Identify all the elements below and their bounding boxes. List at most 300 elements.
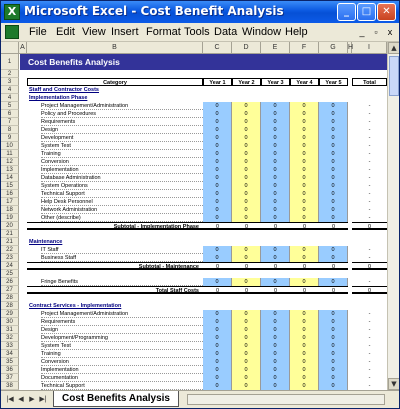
year-1-cell[interactable]: 0 <box>203 350 232 358</box>
year-2-cell[interactable]: 0 <box>232 318 261 326</box>
column-header-c[interactable]: C <box>203 42 232 54</box>
year-3-cell[interactable]: 0 <box>261 166 290 174</box>
year-3-cell[interactable]: 0 <box>261 366 290 374</box>
row-header-2[interactable]: 2 <box>1 70 19 78</box>
year-4-cell[interactable]: 0 <box>290 278 319 286</box>
section-label[interactable]: Implementation Phase <box>29 95 88 101</box>
year-3-cell[interactable]: 0 <box>261 142 290 150</box>
year-1-cell[interactable]: 0 <box>203 166 232 174</box>
menu-insert[interactable]: Insert <box>111 26 139 38</box>
year-5-cell[interactable]: 0 <box>319 286 348 294</box>
total-cell[interactable]: - <box>368 191 371 197</box>
year-4-cell[interactable]: 0 <box>290 366 319 374</box>
year-5-cell[interactable]: 0 <box>319 350 348 358</box>
year-4-cell[interactable]: 0 <box>290 198 319 206</box>
year-2-cell[interactable]: 0 <box>232 198 261 206</box>
row-header[interactable]: 22 <box>1 246 19 254</box>
year-5-cell[interactable]: 0 <box>319 150 348 158</box>
total-cell[interactable]: - <box>368 135 371 141</box>
year-4-cell[interactable]: 0 <box>290 134 319 142</box>
year-2-cell[interactable]: 0 <box>232 350 261 358</box>
year-5-cell[interactable]: 0 <box>319 118 348 126</box>
horizontal-scrollbar[interactable] <box>187 394 385 405</box>
year-4-cell[interactable]: 0 <box>290 150 319 158</box>
year-5-cell[interactable]: 0 <box>319 366 348 374</box>
year-1-cell[interactable]: 0 <box>203 326 232 334</box>
year-4-cell[interactable]: 0 <box>290 342 319 350</box>
year-5-cell[interactable]: 0 <box>319 382 348 390</box>
year-2-cell[interactable]: 0 <box>232 150 261 158</box>
row-header[interactable]: 4 <box>1 94 19 102</box>
row-label[interactable]: Development <box>41 134 203 142</box>
year-3-cell[interactable]: 0 <box>261 222 290 230</box>
row-label[interactable]: Training <box>41 150 203 158</box>
row-header[interactable]: 27 <box>1 286 19 294</box>
year-4-cell[interactable]: 0 <box>290 126 319 134</box>
row-label[interactable]: System Operations <box>41 182 203 190</box>
subtotal-label[interactable]: Subtotal - Maintenance <box>27 262 203 270</box>
year-5-cell[interactable]: 0 <box>319 206 348 214</box>
total-cell[interactable]: - <box>368 327 371 333</box>
total-cell[interactable]: - <box>368 119 371 125</box>
year-4-header[interactable]: Year 4 <box>290 78 319 86</box>
year-2-cell[interactable]: 0 <box>232 182 261 190</box>
year-3-cell[interactable]: 0 <box>261 118 290 126</box>
year-1-cell[interactable]: 0 <box>203 334 232 342</box>
row-header[interactable]: 24 <box>1 262 19 270</box>
row-label[interactable]: System Test <box>41 142 203 150</box>
excel-app-icon[interactable]: X <box>4 4 20 20</box>
year-1-cell[interactable]: 0 <box>203 318 232 326</box>
column-header-d[interactable]: D <box>232 42 261 54</box>
year-5-cell[interactable]: 0 <box>319 222 348 230</box>
row-header[interactable]: 18 <box>1 206 19 214</box>
year-2-cell[interactable]: 0 <box>232 310 261 318</box>
year-5-cell[interactable]: 0 <box>319 126 348 134</box>
year-5-cell[interactable]: 0 <box>319 110 348 118</box>
year-2-cell[interactable]: 0 <box>232 190 261 198</box>
year-1-cell[interactable]: 0 <box>203 190 232 198</box>
total-cell[interactable]: - <box>368 183 371 189</box>
year-4-cell[interactable]: 0 <box>290 286 319 294</box>
year-4-cell[interactable]: 0 <box>290 118 319 126</box>
total-cell[interactable]: - <box>368 143 371 149</box>
year-3-cell[interactable]: 0 <box>261 110 290 118</box>
total-cell[interactable]: 0 <box>352 222 387 230</box>
year-5-header[interactable]: Year 5 <box>319 78 348 86</box>
year-4-cell[interactable]: 0 <box>290 350 319 358</box>
total-cell[interactable]: - <box>368 335 371 341</box>
year-2-cell[interactable]: 0 <box>232 358 261 366</box>
year-2-cell[interactable]: 0 <box>232 110 261 118</box>
workbook-restore-button[interactable]: ▫ <box>374 27 378 37</box>
year-1-cell[interactable]: 0 <box>203 142 232 150</box>
year-4-cell[interactable]: 0 <box>290 382 319 390</box>
year-3-cell[interactable]: 0 <box>261 318 290 326</box>
menu-help[interactable]: Help <box>285 26 308 38</box>
year-1-cell[interactable]: 0 <box>203 246 232 254</box>
year-1-cell[interactable]: 0 <box>203 278 232 286</box>
year-4-cell[interactable]: 0 <box>290 190 319 198</box>
year-1-header[interactable]: Year 1 <box>203 78 232 86</box>
year-2-cell[interactable]: 0 <box>232 262 261 270</box>
row-header[interactable]: 29 <box>1 310 19 318</box>
column-header-i[interactable]: I <box>352 42 387 54</box>
row-header[interactable]: 35 <box>1 358 19 366</box>
total-cell[interactable]: - <box>368 175 371 181</box>
total-cell[interactable]: - <box>368 319 371 325</box>
year-3-cell[interactable]: 0 <box>261 126 290 134</box>
year-5-cell[interactable]: 0 <box>319 142 348 150</box>
section-label[interactable]: Staff and Contractor Costs <box>29 87 99 93</box>
row-header[interactable]: 25 <box>1 270 19 278</box>
year-5-cell[interactable]: 0 <box>319 310 348 318</box>
year-5-cell[interactable]: 0 <box>319 182 348 190</box>
year-3-cell[interactable]: 0 <box>261 198 290 206</box>
year-2-cell[interactable]: 0 <box>232 222 261 230</box>
year-5-cell[interactable]: 0 <box>319 174 348 182</box>
row-label[interactable]: Project Management/Administration <box>41 102 203 110</box>
subtotal-label[interactable]: Subtotal - Implementation Phase <box>27 222 203 230</box>
row-header[interactable]: 16 <box>1 190 19 198</box>
workbook-minimize-button[interactable]: _ <box>359 27 365 37</box>
row-header[interactable]: 13 <box>1 166 19 174</box>
year-3-cell[interactable]: 0 <box>261 286 290 294</box>
year-1-cell[interactable]: 0 <box>203 262 232 270</box>
row-header[interactable]: 10 <box>1 142 19 150</box>
total-cell[interactable]: 0 <box>352 262 387 270</box>
row-header[interactable]: 11 <box>1 150 19 158</box>
row-label[interactable]: Network Administration <box>41 206 203 214</box>
total-cell[interactable]: - <box>368 359 371 365</box>
row-header[interactable]: 20 <box>1 222 19 230</box>
year-1-cell[interactable]: 0 <box>203 286 232 294</box>
menu-format[interactable]: Format <box>146 26 181 38</box>
year-2-cell[interactable]: 0 <box>232 254 261 262</box>
year-4-cell[interactable]: 0 <box>290 334 319 342</box>
year-5-cell[interactable]: 0 <box>319 318 348 326</box>
year-4-cell[interactable]: 0 <box>290 326 319 334</box>
row-header[interactable]: 38 <box>1 382 19 390</box>
year-5-cell[interactable]: 0 <box>319 134 348 142</box>
year-3-header[interactable]: Year 3 <box>261 78 290 86</box>
year-2-header[interactable]: Year 2 <box>232 78 261 86</box>
year-3-cell[interactable]: 0 <box>261 278 290 286</box>
total-cell[interactable]: - <box>368 111 371 117</box>
row-header[interactable]: 33 <box>1 342 19 350</box>
row-label[interactable]: Training <box>41 350 203 358</box>
row-label[interactable]: Business Staff <box>41 254 203 262</box>
column-header-g[interactable]: G <box>319 42 348 54</box>
year-5-cell[interactable]: 0 <box>319 246 348 254</box>
year-2-cell[interactable]: 0 <box>232 214 261 222</box>
row-label[interactable]: Technical Support <box>41 190 203 198</box>
row-header[interactable]: 17 <box>1 198 19 206</box>
scroll-down-arrow-icon[interactable]: ▼ <box>388 378 400 390</box>
year-3-cell[interactable]: 0 <box>261 326 290 334</box>
minimize-button[interactable]: _ <box>337 3 356 21</box>
year-1-cell[interactable]: 0 <box>203 254 232 262</box>
year-4-cell[interactable]: 0 <box>290 246 319 254</box>
year-2-cell[interactable]: 0 <box>232 374 261 382</box>
year-1-cell[interactable]: 0 <box>203 174 232 182</box>
year-4-cell[interactable]: 0 <box>290 174 319 182</box>
close-button[interactable]: ✕ <box>377 3 396 21</box>
column-header-h[interactable]: H <box>348 42 352 54</box>
row-header[interactable]: 21 <box>1 230 19 238</box>
row-label[interactable]: Conversion <box>41 158 203 166</box>
year-3-cell[interactable]: 0 <box>261 382 290 390</box>
prev-sheet-nav-icon[interactable]: ◀ <box>18 396 24 403</box>
row-header[interactable]: 6 <box>1 110 19 118</box>
row-header[interactable]: 26 <box>1 278 19 286</box>
year-3-cell[interactable]: 0 <box>261 182 290 190</box>
total-cell[interactable]: - <box>368 367 371 373</box>
total-cell[interactable]: - <box>368 127 371 133</box>
year-2-cell[interactable]: 0 <box>232 118 261 126</box>
year-4-cell[interactable]: 0 <box>290 358 319 366</box>
year-2-cell[interactable]: 0 <box>232 278 261 286</box>
year-2-cell[interactable]: 0 <box>232 126 261 134</box>
maximize-button[interactable]: □ <box>357 3 376 21</box>
row-label[interactable]: Other (describe) <box>41 214 203 222</box>
year-2-cell[interactable]: 0 <box>232 134 261 142</box>
scroll-up-arrow-icon[interactable]: ▲ <box>388 42 400 54</box>
total-cell[interactable]: - <box>368 351 371 357</box>
year-4-cell[interactable]: 0 <box>290 214 319 222</box>
row-label[interactable]: Design <box>41 126 203 134</box>
year-2-cell[interactable]: 0 <box>232 334 261 342</box>
year-5-cell[interactable]: 0 <box>319 262 348 270</box>
menu-data[interactable]: Data <box>214 26 238 38</box>
total-cell[interactable]: - <box>368 151 371 157</box>
row-label[interactable]: Project Management/Administration <box>41 310 203 318</box>
row-header[interactable]: 30 <box>1 318 19 326</box>
year-4-cell[interactable]: 0 <box>290 166 319 174</box>
first-sheet-nav-icon[interactable]: |◀ <box>6 396 14 403</box>
row-label[interactable]: Implementation <box>41 366 203 374</box>
year-5-cell[interactable]: 0 <box>319 374 348 382</box>
row-header[interactable]: 8 <box>1 126 19 134</box>
menu-tools[interactable]: Tools <box>184 26 210 38</box>
section-label[interactable]: Contract Services - Implementation <box>29 303 122 309</box>
year-2-cell[interactable]: 0 <box>232 206 261 214</box>
year-1-cell[interactable]: 0 <box>203 214 232 222</box>
title-bar[interactable] <box>1 1 399 23</box>
total-cell[interactable]: - <box>368 255 371 261</box>
row-label[interactable]: IT Staff <box>41 246 203 254</box>
row-header[interactable]: 37 <box>1 374 19 382</box>
year-3-cell[interactable]: 0 <box>261 102 290 110</box>
menu-window[interactable]: Window <box>242 26 282 38</box>
year-2-cell[interactable]: 0 <box>232 326 261 334</box>
year-3-cell[interactable]: 0 <box>261 206 290 214</box>
year-3-cell[interactable]: 0 <box>261 342 290 350</box>
row-label[interactable]: Database Administration <box>41 174 203 182</box>
menu-view[interactable]: View <box>82 26 106 38</box>
year-4-cell[interactable]: 0 <box>290 310 319 318</box>
row-header[interactable]: 12 <box>1 158 19 166</box>
year-5-cell[interactable]: 0 <box>319 278 348 286</box>
row-header[interactable]: 9 <box>1 134 19 142</box>
row-label[interactable]: Conversion <box>41 358 203 366</box>
year-4-cell[interactable]: 0 <box>290 318 319 326</box>
year-4-cell[interactable]: 0 <box>290 102 319 110</box>
column-header-f[interactable]: F <box>290 42 319 54</box>
row-label[interactable]: Documentation <box>41 374 203 382</box>
year-2-cell[interactable]: 0 <box>232 102 261 110</box>
row-header[interactable]: 7 <box>1 118 19 126</box>
year-3-cell[interactable]: 0 <box>261 254 290 262</box>
menu-file[interactable]: File <box>29 26 47 38</box>
last-sheet-nav-icon[interactable]: ▶| <box>39 396 47 403</box>
year-1-cell[interactable]: 0 <box>203 358 232 366</box>
year-1-cell[interactable]: 0 <box>203 102 232 110</box>
year-2-cell[interactable]: 0 <box>232 174 261 182</box>
year-1-cell[interactable]: 0 <box>203 134 232 142</box>
next-sheet-nav-icon[interactable]: ▶ <box>29 396 35 403</box>
year-4-cell[interactable]: 0 <box>290 206 319 214</box>
row-header-1[interactable]: 1 <box>1 54 19 70</box>
column-header-b[interactable]: B <box>27 42 203 54</box>
row-label[interactable]: Fringe Benefits <box>41 278 203 286</box>
year-1-cell[interactable]: 0 <box>203 310 232 318</box>
total-cell[interactable]: - <box>368 383 371 389</box>
total-cell[interactable]: - <box>368 215 371 221</box>
sheet-tab-cost-benefits-analysis[interactable]: Cost Benefits Analysis <box>53 391 179 407</box>
year-3-cell[interactable]: 0 <box>261 262 290 270</box>
column-header-e[interactable]: E <box>261 42 290 54</box>
row-header[interactable]: 19 <box>1 214 19 222</box>
year-1-cell[interactable]: 0 <box>203 110 232 118</box>
year-4-cell[interactable]: 0 <box>290 110 319 118</box>
year-3-cell[interactable]: 0 <box>261 158 290 166</box>
row-header[interactable]: 15 <box>1 182 19 190</box>
year-3-cell[interactable]: 0 <box>261 174 290 182</box>
year-3-cell[interactable]: 0 <box>261 374 290 382</box>
row-label[interactable]: Development/Programming <box>41 334 203 342</box>
year-1-cell[interactable]: 0 <box>203 198 232 206</box>
year-2-cell[interactable]: 0 <box>232 166 261 174</box>
year-3-cell[interactable]: 0 <box>261 310 290 318</box>
year-4-cell[interactable]: 0 <box>290 374 319 382</box>
menu-edit[interactable]: Edit <box>56 26 75 38</box>
total-cell[interactable]: - <box>368 159 371 165</box>
year-4-cell[interactable]: 0 <box>290 158 319 166</box>
year-3-cell[interactable]: 0 <box>261 334 290 342</box>
year-3-cell[interactable]: 0 <box>261 358 290 366</box>
row-label[interactable]: Implementation <box>41 166 203 174</box>
row-label[interactable]: Help Desk Personnel <box>41 198 203 206</box>
year-1-cell[interactable]: 0 <box>203 158 232 166</box>
row-header[interactable]: 36 <box>1 366 19 374</box>
year-2-cell[interactable]: 0 <box>232 158 261 166</box>
row-header[interactable]: 21 <box>1 238 19 246</box>
year-5-cell[interactable]: 0 <box>319 102 348 110</box>
total-cell[interactable]: - <box>368 103 371 109</box>
year-5-cell[interactable]: 0 <box>319 358 348 366</box>
total-cell[interactable]: - <box>368 279 371 285</box>
year-3-cell[interactable]: 0 <box>261 214 290 222</box>
row-header[interactable]: 14 <box>1 174 19 182</box>
year-5-cell[interactable]: 0 <box>319 334 348 342</box>
year-5-cell[interactable]: 0 <box>319 214 348 222</box>
year-4-cell[interactable]: 0 <box>290 222 319 230</box>
total-cell[interactable]: - <box>368 343 371 349</box>
year-1-cell[interactable]: 0 <box>203 222 232 230</box>
year-1-cell[interactable]: 0 <box>203 366 232 374</box>
row-label[interactable]: Design <box>41 326 203 334</box>
year-4-cell[interactable]: 0 <box>290 142 319 150</box>
year-2-cell[interactable]: 0 <box>232 366 261 374</box>
year-3-cell[interactable]: 0 <box>261 134 290 142</box>
year-3-cell[interactable]: 0 <box>261 190 290 198</box>
row-header[interactable]: 5 <box>1 102 19 110</box>
row-header[interactable]: 4 <box>1 86 19 94</box>
year-2-cell[interactable]: 0 <box>232 342 261 350</box>
year-5-cell[interactable]: 0 <box>319 166 348 174</box>
category-header[interactable]: Category <box>27 78 203 86</box>
subtotal-label[interactable]: Total Staff Costs <box>27 286 203 294</box>
row-header[interactable]: 23 <box>1 254 19 262</box>
row-header[interactable]: 32 <box>1 334 19 342</box>
year-4-cell[interactable]: 0 <box>290 262 319 270</box>
year-2-cell[interactable]: 0 <box>232 382 261 390</box>
vertical-scroll-thumb[interactable] <box>389 56 399 96</box>
row-label[interactable]: Requirements <box>41 318 203 326</box>
year-5-cell[interactable]: 0 <box>319 198 348 206</box>
section-label[interactable]: Maintenance <box>29 239 63 245</box>
year-1-cell[interactable]: 0 <box>203 118 232 126</box>
year-2-cell[interactable]: 0 <box>232 246 261 254</box>
row-label[interactable]: Technical Support <box>41 382 203 390</box>
select-all-corner[interactable] <box>1 42 19 54</box>
total-cell[interactable]: - <box>368 247 371 253</box>
row-header[interactable]: 31 <box>1 326 19 334</box>
total-cell[interactable]: - <box>368 207 371 213</box>
year-3-cell[interactable]: 0 <box>261 150 290 158</box>
row-header[interactable]: 28 <box>1 294 19 302</box>
workbook-close-button[interactable]: x <box>387 27 393 37</box>
year-5-cell[interactable]: 0 <box>319 342 348 350</box>
worksheet-grid[interactable] <box>1 54 387 390</box>
year-5-cell[interactable]: 0 <box>319 326 348 334</box>
total-cell[interactable]: - <box>368 311 371 317</box>
row-label[interactable]: Policy and Procedures <box>41 110 203 118</box>
year-4-cell[interactable]: 0 <box>290 254 319 262</box>
year-3-cell[interactable]: 0 <box>261 350 290 358</box>
year-3-cell[interactable]: 0 <box>261 246 290 254</box>
workbook-icon[interactable] <box>5 25 19 39</box>
row-header-3[interactable]: 3 <box>1 78 19 86</box>
total-cell[interactable]: 0 <box>352 286 387 294</box>
column-header-a[interactable]: A <box>19 42 27 54</box>
vertical-scrollbar[interactable] <box>387 42 399 390</box>
row-header[interactable]: 28 <box>1 302 19 310</box>
row-label[interactable]: System Test <box>41 342 203 350</box>
year-2-cell[interactable]: 0 <box>232 142 261 150</box>
year-5-cell[interactable]: 0 <box>319 158 348 166</box>
total-cell[interactable]: - <box>368 199 371 205</box>
total-cell[interactable]: - <box>368 167 371 173</box>
year-1-cell[interactable]: 0 <box>203 182 232 190</box>
total-header[interactable]: Total <box>352 78 387 86</box>
year-1-cell[interactable]: 0 <box>203 206 232 214</box>
year-1-cell[interactable]: 0 <box>203 150 232 158</box>
year-1-cell[interactable]: 0 <box>203 126 232 134</box>
row-header[interactable]: 34 <box>1 350 19 358</box>
year-1-cell[interactable]: 0 <box>203 342 232 350</box>
